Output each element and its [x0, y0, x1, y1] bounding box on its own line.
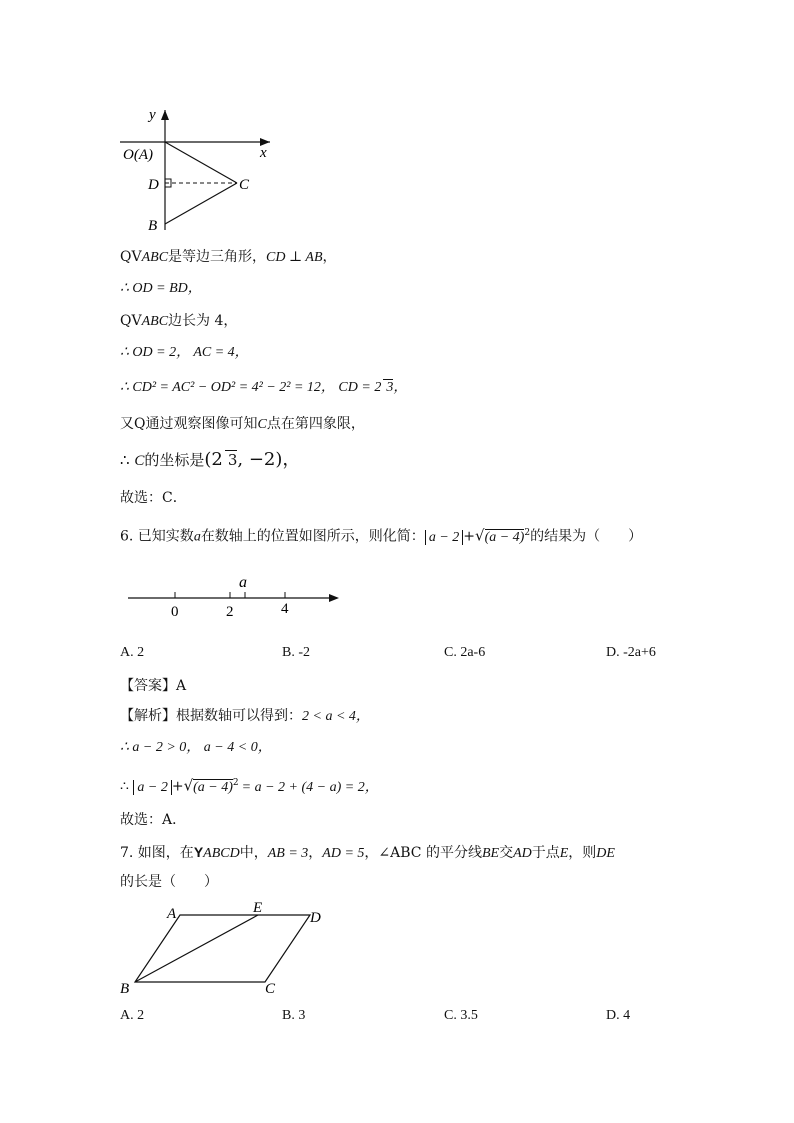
q7-stem-part3: ，∠ABC 的平分线 — [364, 845, 482, 861]
solution-choice-c: 故选：C． — [120, 490, 187, 506]
vertex-b-label: B — [120, 981, 130, 997]
q7-stem-part6: ，则 — [568, 845, 597, 861]
text-equilateral: 是等边三角形， — [168, 249, 267, 265]
solution-line-6 — [120, 414, 365, 435]
comma: ， — [393, 380, 408, 395]
q6-var-a: a — [193, 529, 201, 545]
point-c-ref-2: C — [134, 453, 145, 469]
solution-line-5 — [120, 378, 407, 398]
number-line-arrow — [329, 594, 339, 602]
q7-stem-part2: 中， — [239, 845, 268, 861]
point-c-label: C — [239, 177, 250, 193]
q7-e: E — [559, 846, 569, 861]
q7-figure-name: ABCD — [203, 846, 240, 861]
analysis-text: 根据数轴可以得到： — [176, 708, 302, 724]
q6-analysis-line-1 — [120, 706, 370, 727]
simplification-result: = a − 2 + (4 − a) = 2， — [241, 779, 379, 795]
sqrt-three: 3 — [383, 379, 393, 395]
parallelogram-abcd — [135, 915, 310, 982]
q7-ad: AD — [513, 846, 532, 861]
q6-abs-expression: a − 2 — [425, 530, 463, 545]
label-a: a — [239, 574, 247, 591]
q6-option-c[interactable]: C. 2a-6 — [444, 645, 486, 660]
q6-option-a[interactable]: A. 2 — [120, 645, 145, 660]
q6-stem-part3: 的结果为（ ） — [530, 528, 643, 545]
q7-be: BE — [481, 846, 500, 861]
solution-line-1: QVABC是等边三角形，CD ⊥ AB， — [120, 249, 337, 265]
analysis-tag: 【解析】 — [120, 708, 176, 724]
inequality: 2 < a < 4， — [302, 709, 370, 724]
q6-choice-a: 故选：A． — [120, 812, 187, 828]
point-d-label: D — [148, 177, 159, 193]
q7-stem-part4: 交 — [499, 845, 514, 861]
solution-line-7 — [120, 450, 300, 471]
perpendicular-statement: CD ⊥ AB — [266, 250, 323, 265]
q7-option-a[interactable]: A. 2 — [120, 1008, 145, 1023]
coord-open: (2 — [204, 449, 223, 470]
q7-option-c[interactable]: C. 3.5 — [444, 1008, 478, 1023]
abs-expression-2: a − 2 — [133, 780, 171, 795]
therefore-symbol-2: ∴ — [120, 778, 129, 795]
q7-option-d[interactable]: D. 4 — [606, 1008, 631, 1023]
vertex-c-label: C — [265, 981, 276, 997]
q6-analysis-line-3: ∴ $a - 2 +√(a - 4)^2 = a - 2 + (4 - a) = 2$， — [120, 776, 379, 795]
origin-label: O(A) — [123, 147, 153, 163]
q7-stem-part5: 于点 — [531, 845, 560, 861]
vertex-a-label: A — [167, 906, 177, 922]
observation-text: 又Q通过观察图像可知 — [120, 416, 258, 432]
q7-stem-part1: 7. 如图，在 — [120, 845, 194, 861]
label-2: 2 — [226, 604, 234, 620]
y-label: y — [149, 107, 156, 123]
q7-ad-value: AD = 5 — [322, 846, 365, 861]
q7-stem-line-2: 的长是（ ） — [120, 874, 218, 890]
q6-answer: 【答案】A — [120, 678, 187, 694]
segment-bc — [165, 183, 237, 224]
solution-line-3 — [120, 311, 237, 332]
coordinate-text: 的坐标是 — [144, 451, 205, 469]
q6-analysis-line-2: ∴ a − 2 > 0， a − 4 < 0， — [120, 740, 272, 755]
segment-ac — [165, 142, 237, 183]
q7-option-b[interactable]: B. 3 — [282, 1008, 306, 1023]
coord-sqrt: 3 — [225, 450, 238, 469]
number-line-figure — [125, 570, 345, 620]
q6-option-b[interactable]: B. -2 — [282, 645, 310, 660]
because-symbol: QV — [120, 249, 142, 265]
triangle-name-2: ABC — [141, 314, 169, 329]
q6-stem-part1: 6. 已知实数 — [120, 528, 194, 545]
q6-option-d[interactable]: D. -2a+6 — [606, 645, 656, 660]
point-c-ref: C — [257, 417, 267, 432]
q7-stem-line-1 — [120, 842, 615, 864]
q6-sqrt-expression: (a − 4) — [484, 529, 525, 545]
plus-2: + — [171, 778, 184, 795]
solution-line-2: ∴ OD = BD， — [120, 281, 202, 296]
vertex-d-label: D — [310, 910, 321, 926]
y-axis-arrow — [161, 110, 169, 120]
x-label: x — [260, 145, 267, 161]
coord-close: , −2)， — [237, 449, 301, 470]
therefore-symbol: ∴ — [120, 451, 130, 469]
q7-ab-value: AB = 3 — [267, 846, 309, 861]
coordinate-triangle-figure — [115, 100, 285, 240]
q6-stem-part2: 在数轴上的位置如图所示，则化简： — [200, 528, 425, 545]
square-2: 2 — [232, 778, 239, 788]
label-4: 4 — [281, 601, 289, 617]
parallelogram-symbol: Y — [193, 844, 204, 860]
q6-stem: 6. 已知实数a在数轴上的位置如图所示，则化简： $a - 2 +√(a - 4)^2$的结果为（ ） — [120, 526, 643, 545]
fourth-quadrant-text: 点在第四象限， — [266, 416, 365, 432]
q6-square: 2 — [524, 528, 531, 538]
q6-plus: + — [463, 528, 475, 545]
point-e-label: E — [253, 900, 263, 916]
side-length-text: 边长为 4， — [168, 313, 238, 329]
sqrt-expression-2: (a − 4) — [193, 779, 233, 795]
point-b-label: B — [148, 218, 158, 234]
parallelogram-figure — [115, 898, 345, 998]
label-0: 0 — [171, 604, 179, 620]
triangle-name: ABC — [141, 250, 169, 265]
cd-computation: ∴ CD² = AC² − OD² = 4² − 2² = 12， CD = 2 — [120, 380, 382, 395]
q7-comma: ， — [308, 845, 323, 861]
because-symbol-2: QV — [120, 313, 142, 329]
q7-de: DE — [596, 846, 615, 861]
solution-line-4: ∴ OD = 2， AC = 4， — [120, 345, 249, 360]
segment-be — [135, 915, 258, 982]
